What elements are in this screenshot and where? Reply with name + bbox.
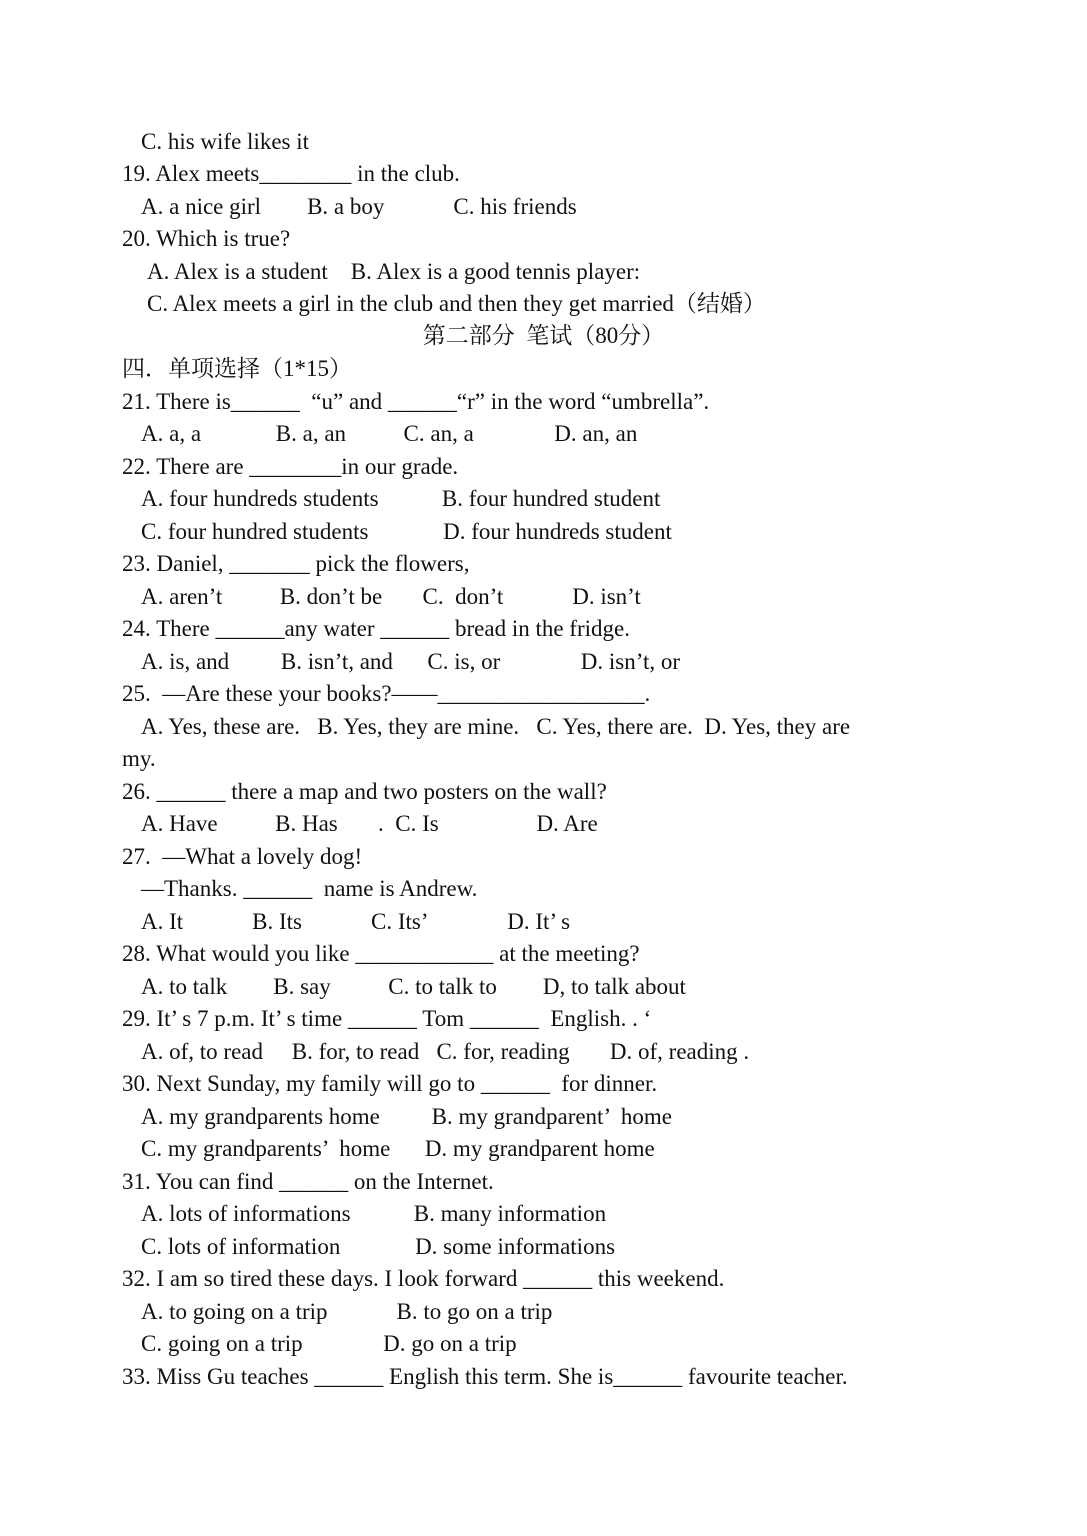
question-31: 31. You can find ______ on the Internet. <box>122 1169 494 1194</box>
question-27-dialogue: —Thanks. ______ name is Andrew. <box>141 876 478 901</box>
question-22: 22. There are ________in our grade. <box>122 454 459 479</box>
question-21: 21. There is______ “u” and ______“r” in the word “umbrella”. <box>122 389 710 414</box>
question-25-options-continuation: my. <box>122 746 156 771</box>
question-30-options-cd: C. my grandparents’ home D. my grandparent home <box>141 1136 655 1161</box>
question-29: 29. It’ s 7 p.m. It’ s time ______ Tom ______ English. . ‘ <box>122 1006 652 1031</box>
question-19: 19. Alex meets________ in the club. <box>122 161 460 186</box>
question-19-options: A. a nice girl B. a boy C. his friends <box>141 194 577 219</box>
question-25: 25. —Are these your books?——__________________. <box>122 681 651 706</box>
question-21-options: A. a, a B. a, an C. an, a D. an, an <box>141 421 638 446</box>
question-32-options-cd: C. going on a trip D. go on a trip <box>141 1331 517 1356</box>
question-20-option-c: C. Alex meets a girl in the club and then they get married（结婚） <box>147 291 766 316</box>
question-18-option-c: C. his wife likes it <box>141 129 310 154</box>
question-22-options-ab: A. four hundreds students B. four hundred student <box>141 486 661 511</box>
question-22-options-cd: C. four hundred students D. four hundreds student <box>141 519 672 544</box>
question-28-options: A. to talk B. say C. to talk to D, to talk about <box>141 974 686 999</box>
question-25-options: A. Yes, these are. B. Yes, they are mine. C. Yes, there are. D. Yes, they are <box>141 714 851 739</box>
question-24-options: A. is, and B. isn’t, and C. is, or D. isn’t, or <box>141 649 681 674</box>
question-31-options-ab: A. lots of informations B. many information <box>141 1201 607 1226</box>
question-33: 33. Miss Gu teaches ______ English this term. She is______ favourite teacher. <box>122 1364 848 1389</box>
question-23: 23. Daniel, _______ pick the flowers, <box>122 551 470 576</box>
question-26: 26. ______ there a map and two posters on the wall? <box>122 779 607 804</box>
question-27: 27. —What a lovely dog! <box>122 844 363 869</box>
question-30: 30. Next Sunday, my family will go to ______ for dinner. <box>122 1071 658 1096</box>
question-26-options: A. Have B. Has . C. Is D. Are <box>141 811 598 836</box>
question-31-options-cd: C. lots of information D. some informations <box>141 1234 616 1259</box>
section-title-written-test: 第二部分 笔试（80分） <box>422 323 665 348</box>
question-29-options: A. of, to read B. for, to read C. for, reading D. of, reading . <box>141 1039 750 1064</box>
question-23-options: A. aren’t B. don’t be C. don’t D. isn’t <box>141 584 641 609</box>
section-heading-single-choice: 四．单项选择（1*15） <box>122 356 352 381</box>
question-28: 28. What would you like ____________ at the meeting? <box>122 941 640 966</box>
question-24: 24. There ______any water ______ bread in the fridge. <box>122 616 630 641</box>
question-32-options-ab: A. to going on a trip B. to go on a trip <box>141 1299 553 1324</box>
question-32: 32. I am so tired these days. I look forward ______ this weekend. <box>122 1266 725 1291</box>
question-30-options-ab: A. my grandparents home B. my grandparent’ home <box>141 1104 672 1129</box>
question-27-options: A. It B. Its C. Its’ D. It’ s <box>141 909 571 934</box>
question-20-options-ab: A. Alex is a student B. Alex is a good tennis player: <box>147 259 641 284</box>
question-20: 20. Which is true? <box>122 226 291 251</box>
